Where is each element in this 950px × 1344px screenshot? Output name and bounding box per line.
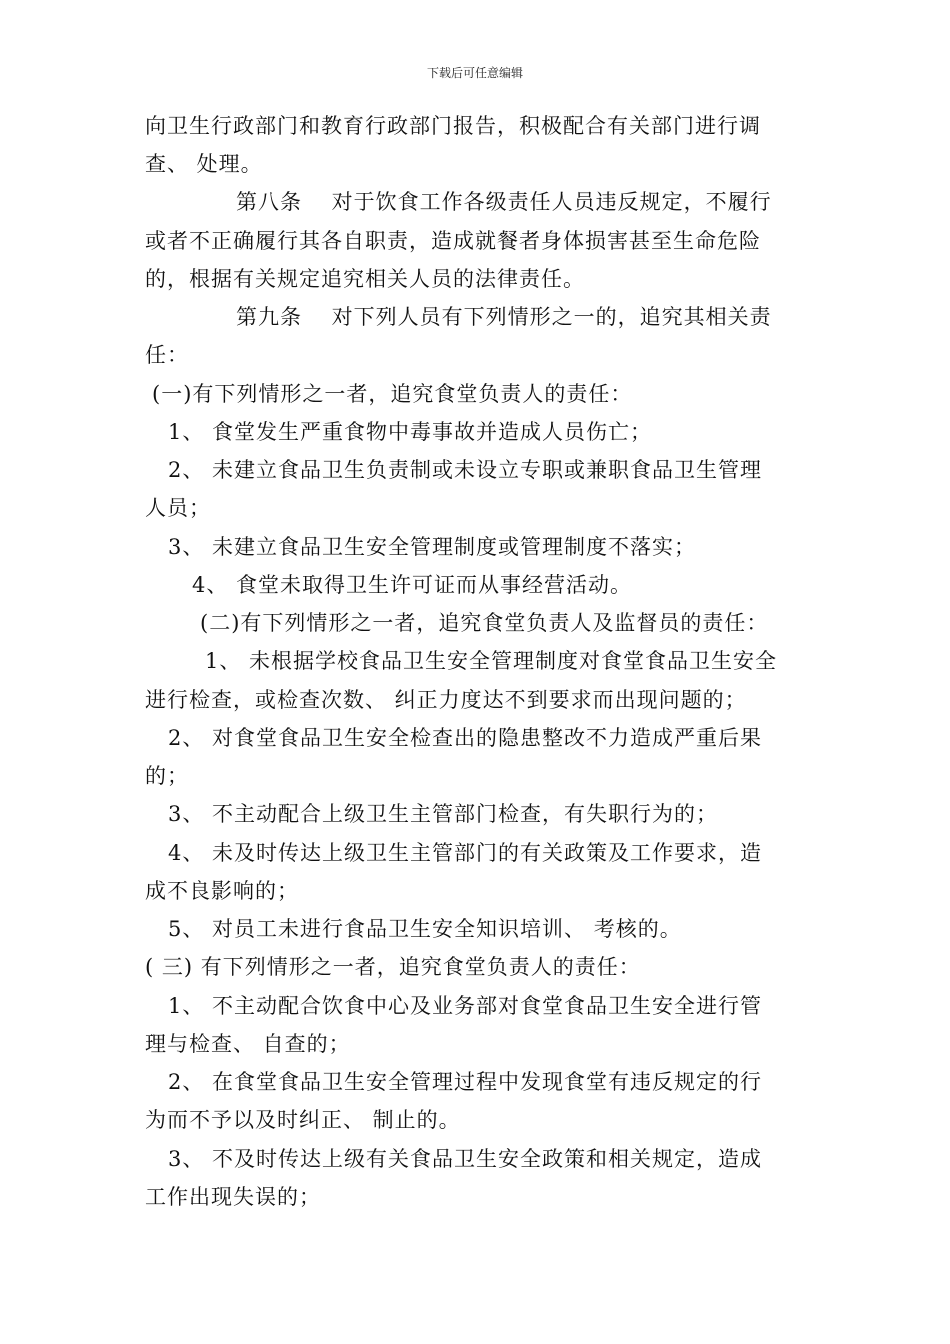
text-line: 理与检查、 自查的； <box>145 1032 351 1056</box>
list-item: 4、 食堂未取得卫生许可证而从事经营活动。 <box>192 573 633 597</box>
text-line: 查、 处理。 <box>145 152 263 176</box>
list-item: 1、 不主动配合饮食中心及业务部对食堂食品卫生安全进行管 <box>168 994 763 1018</box>
text-line: 人员； <box>145 496 211 520</box>
list-item: 2、 在食堂食品卫生安全管理过程中发现食堂有违反规定的行 <box>168 1070 763 1094</box>
text-line: 或者不正确履行其各自职责，造成就餐者身体损害甚至生命危险 <box>145 229 761 253</box>
text-line: 向卫生行政部门和教育行政部门报告，积极配合有关部门进行调 <box>145 114 761 138</box>
text-line: 的； <box>145 764 189 788</box>
list-item: 5、 对员工未进行食品卫生安全知识培训、 考核的。 <box>168 917 682 941</box>
list-item: 2、 对食堂食品卫生安全检查出的隐患整改不力造成严重后果 <box>168 726 763 750</box>
list-item: 1、 未根据学校食品卫生安全管理制度对食堂食品卫生安全 <box>205 649 778 673</box>
text-line: 的，根据有关规定追究相关人员的法律责任。 <box>145 267 585 291</box>
text-line: 成不良影响的； <box>145 879 299 903</box>
list-item: 3、 不及时传达上级有关食品卫生安全政策和相关规定，造成 <box>168 1147 763 1171</box>
article-9-line: 第九条 对下列人员有下列情形之一的，追究其相关责 <box>236 305 772 329</box>
page-header: 下载后可任意编辑 <box>426 66 523 80</box>
list-item: 3、 未建立食品卫生安全管理制度或管理制度不落实； <box>168 535 697 559</box>
list-item: 3、 不主动配合上级卫生主管部门检查，有失职行为的； <box>168 802 719 826</box>
text-line: 任： <box>145 343 189 367</box>
list-item: 2、 未建立食品卫生负责制或未设立专职或兼职食品卫生管理 <box>168 458 763 482</box>
section-heading-2: (二)有下列情形之一者，追究食堂负责人及监督员的责任： <box>200 611 769 635</box>
text-line: 进行检查，或检查次数、 纠正力度达不到要求而出现问题的； <box>145 688 747 712</box>
section-heading-3: ( 三) 有下列情形之一者，追究食堂负责人的责任： <box>145 955 641 979</box>
list-item: 1、 食堂发生严重食物中毒事故并造成人员伤亡； <box>168 420 653 444</box>
article-8-line: 第八条 对于饮食工作各级责任人员违反规定，不履行 <box>236 190 772 214</box>
section-heading-1: (一)有下列情形之一者，追究食堂负责人的责任： <box>152 382 633 406</box>
text-line: 为而不予以及时纠正、 制止的。 <box>145 1108 461 1132</box>
text-line: 工作出现失误的； <box>145 1185 321 1209</box>
list-item: 4、 未及时传达上级卫生主管部门的有关政策及工作要求，造 <box>168 841 763 865</box>
